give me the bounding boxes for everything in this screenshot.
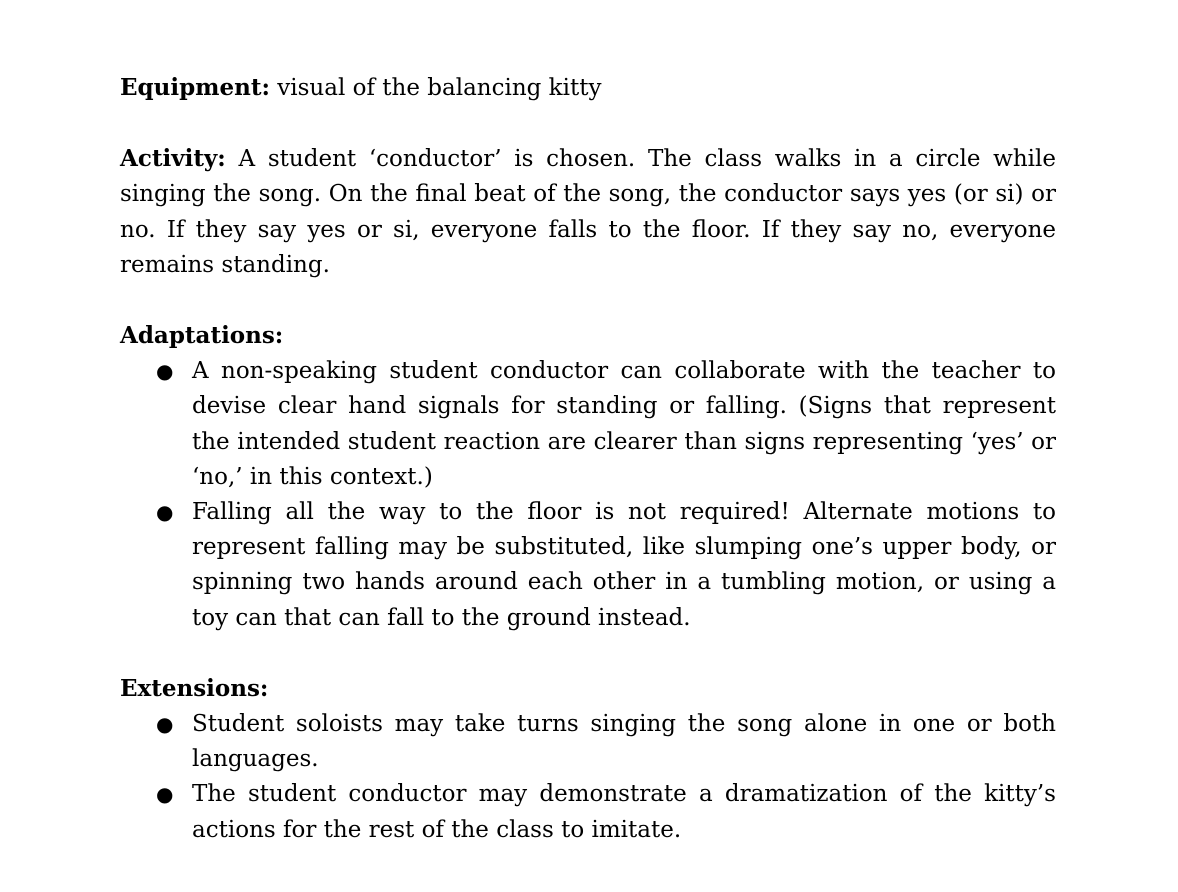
equipment-label: Equipment:: [120, 74, 270, 101]
adaptations-list: [120, 354, 1056, 636]
activity-text: A student ‘conductor’ is chosen. The class walks in a circle while singing the song. On the final beat of the song, the conductor says yes (or si) or no. If they say yes or si, everyone falls to the floor. If they say no, everyone remains standing.: [120, 146, 1056, 278]
list-item-text: Falling all the way to the floor is not required! Alternate motions to represent falling may be substituted, like slumping one’s upper body, or spinning two hands around each other in a tumbling motion, or using a toy can that can fall to the ground instead.: [192, 499, 1056, 631]
extensions-label: Extensions:: [120, 674, 269, 702]
equipment-paragraph: [120, 70, 1056, 106]
extensions-heading: [120, 671, 1056, 707]
spacer: [120, 636, 1056, 671]
bullet-icon: ●: [156, 782, 174, 807]
list-item: [120, 707, 1056, 777]
bullet-icon: ●: [156, 712, 174, 737]
extensions-list: [120, 707, 1056, 848]
adaptations-label: Adaptations:: [120, 322, 284, 350]
list-item-text: Student soloists may take turns singing the song alone in one or both languages.: [192, 711, 1056, 773]
spacer: [120, 283, 1056, 318]
list-item: [120, 354, 1056, 495]
bullet-icon: ●: [156, 359, 174, 384]
list-item: [120, 495, 1056, 636]
activity-paragraph: [120, 141, 1056, 283]
activity-label: Activity:: [120, 145, 226, 173]
list-item-text: The student conductor may demonstrate a dramatization of the kitty’s actions for the rest of the class to imitate.: [192, 781, 1056, 843]
bullet-icon: ●: [156, 500, 174, 525]
lesson-document: [120, 70, 1056, 848]
list-item: [120, 777, 1056, 847]
adaptations-heading: [120, 318, 1056, 354]
spacer: [120, 106, 1056, 141]
equipment-text: visual of the balancing kitty: [269, 75, 602, 101]
list-item-text: A non-speaking student conductor can collaborate with the teacher to devise clear hand signals for standing or falling. (Signs that represent the intended student reaction are clearer than signs representing ‘yes’ or ‘no,’ in this context.): [192, 358, 1056, 490]
